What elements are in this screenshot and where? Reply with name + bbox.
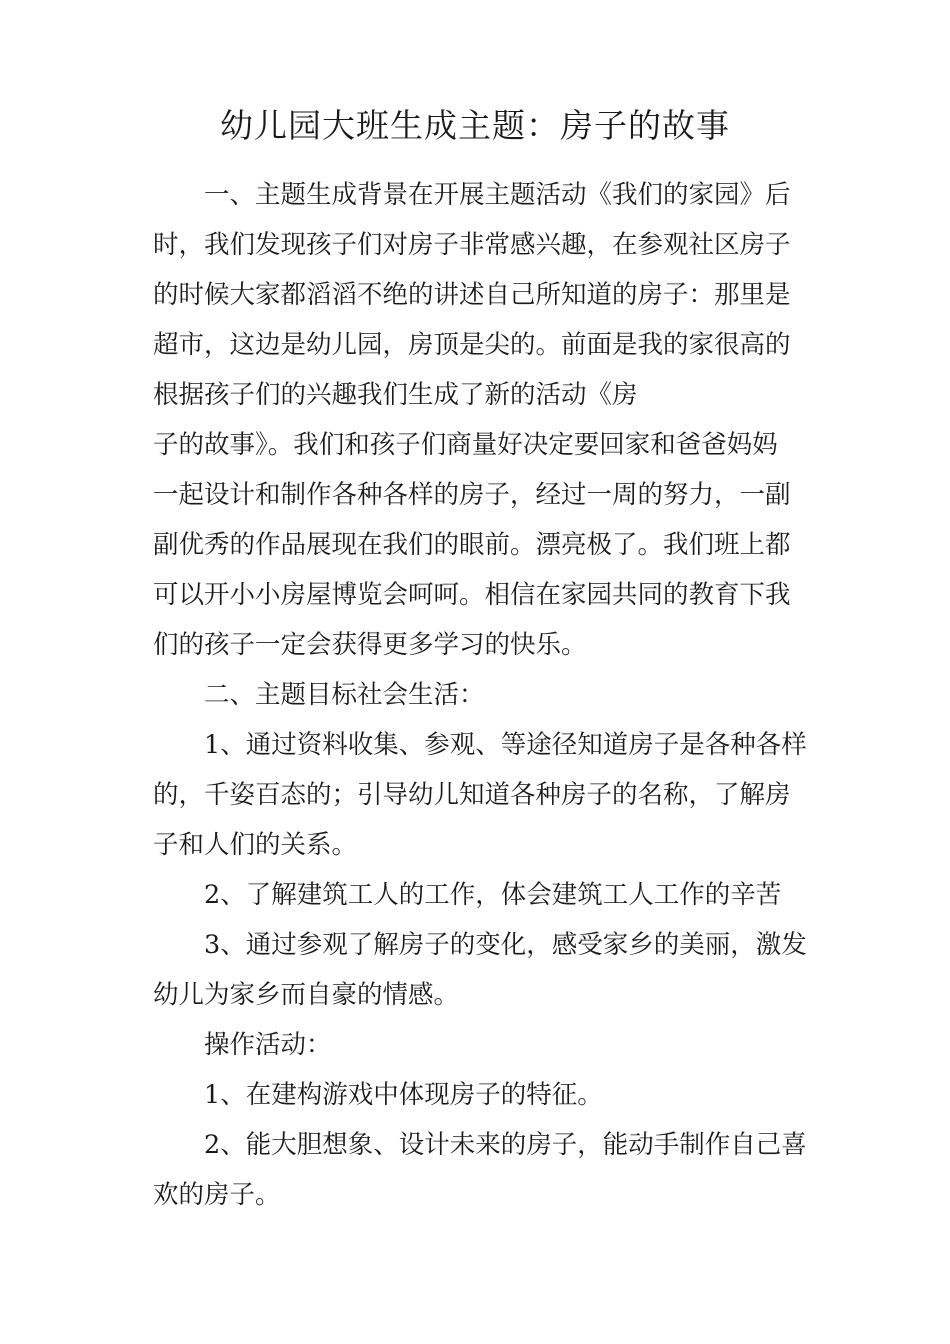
document-title: 幼儿园大班生成主题：房子的故事 — [220, 106, 730, 145]
text-line: 1、在建构游戏中体现房子的特征。 — [204, 1080, 603, 1110]
text-line: 子的故事》。我们和孩子们商量好决定要回家和爸爸妈妈 — [153, 430, 778, 460]
text-line: 们的孩子一定会获得更多学习的快乐。 — [153, 630, 587, 660]
text-line: 子和人们的关系。 — [153, 830, 358, 860]
text-line: 根据孩子们的兴趣我们生成了新的活动《房 — [153, 380, 638, 410]
text-line: 时，我们发现孩子们对房子非常感兴趣，在参观社区房子 — [153, 230, 791, 260]
text-line: 3、通过参观了解房子的变化，感受家乡的美丽，激发 — [204, 930, 807, 960]
text-line: 操作活动： — [204, 1030, 332, 1060]
text-line: 一起设计和制作各种各样的房子，经过一周的努力，一副 — [153, 480, 791, 510]
text-line: 2、了解建筑工人的工作，体会建筑工人工作的辛苦 — [204, 880, 782, 910]
text-line: 二、主题目标社会生活： — [204, 680, 485, 710]
text-line: 超市，这边是幼儿园，房顶是尖的。前面是我的家很高的 — [153, 330, 791, 360]
text-line: 2、能大胆想象、设计未来的房子，能动手制作自己喜 — [204, 1130, 807, 1160]
text-line: 副优秀的作品展现在我们的眼前。漂亮极了。我们班上都 — [153, 530, 791, 560]
text-line: 的，千姿百态的；引导幼儿知道各种房子的名称，了解房 — [153, 780, 791, 810]
text-line: 1、通过资料收集、参观、等途径知道房子是各种各样 — [204, 730, 807, 760]
text-line: 的时候大家都滔滔不绝的讲述自己所知道的房子：那里是 — [153, 280, 791, 310]
document-body — [153, 170, 807, 1220]
text-line: 幼儿为家乡而自豪的情感。 — [153, 980, 460, 1010]
text-line: 一、主题生成背景在开展主题活动《我们的家园》后 — [204, 180, 791, 210]
text-line: 可以开小小房屋博览会呵呵。相信在家园共同的教育下我 — [153, 580, 791, 610]
text-line: 欢的房子。 — [153, 1180, 281, 1210]
